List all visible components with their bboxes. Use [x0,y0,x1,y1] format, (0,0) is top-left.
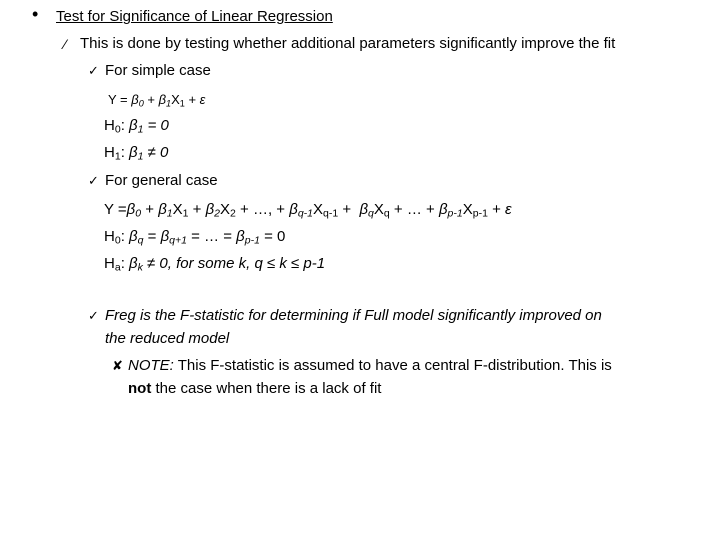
general-alt-hypothesis: $H_a$: $\beta_k \ne 0$, for some k, q ≤ k ≤ p-1 [104,255,326,274]
general-null-hypothesis: $H_0$: $\beta_q = \beta_{q+1}$ = … = $\beta_{p-1} = 0$ [104,228,286,247]
simple-model-equation: $Y = \beta_0 + \beta_1X_1 + \varepsilon$ [108,92,206,109]
slide-heading: Test for Significance of Linear Regression [56,8,333,25]
note-bold-word: not [128,380,152,397]
freg-description-line2: the reduced model [105,330,230,347]
bullet-dot-icon: • [32,4,39,24]
note-text2: the case when there is a lack of fit [151,380,382,397]
note-line2 [128,380,381,398]
simple-null-hypothesis: $H_0$: $\beta_1 = 0$ [104,117,169,136]
checkmark-icon: ✓ [88,63,99,78]
simple-alt-hypothesis: $H_1$: $\beta_1 \ne 0$ [104,144,169,163]
note-label: NOTE: [128,357,174,374]
note-text1: This F-statistic is assumed to have a central F-distribution. This is [173,357,612,374]
simple-case-title: For simple case [105,62,211,79]
general-case-title: For general case [105,172,218,189]
freg-description-line1: Freg is the F-statistic for determining if Full model significantly improved on [105,307,602,324]
general-model-equation: $Y =\beta_0 + \beta_1X_1 + \beta_2X_2$ + …, + $\beta_{q-1}X_{q-1} + \beta_qX_q$ + … + $\beta_{p-1}X_{p-1} + \varepsilon$ [104,201,512,220]
checkmark-icon: ✓ [88,173,99,188]
dash-marker-icon: ⁄ [64,36,67,52]
note-line1 [128,357,612,375]
subheading-text: This is done by testing whether additional parameters significantly improve the fit [80,35,616,52]
checkmark-icon: ✓ [88,308,99,323]
cross-marker-icon: ✘ [112,358,123,373]
